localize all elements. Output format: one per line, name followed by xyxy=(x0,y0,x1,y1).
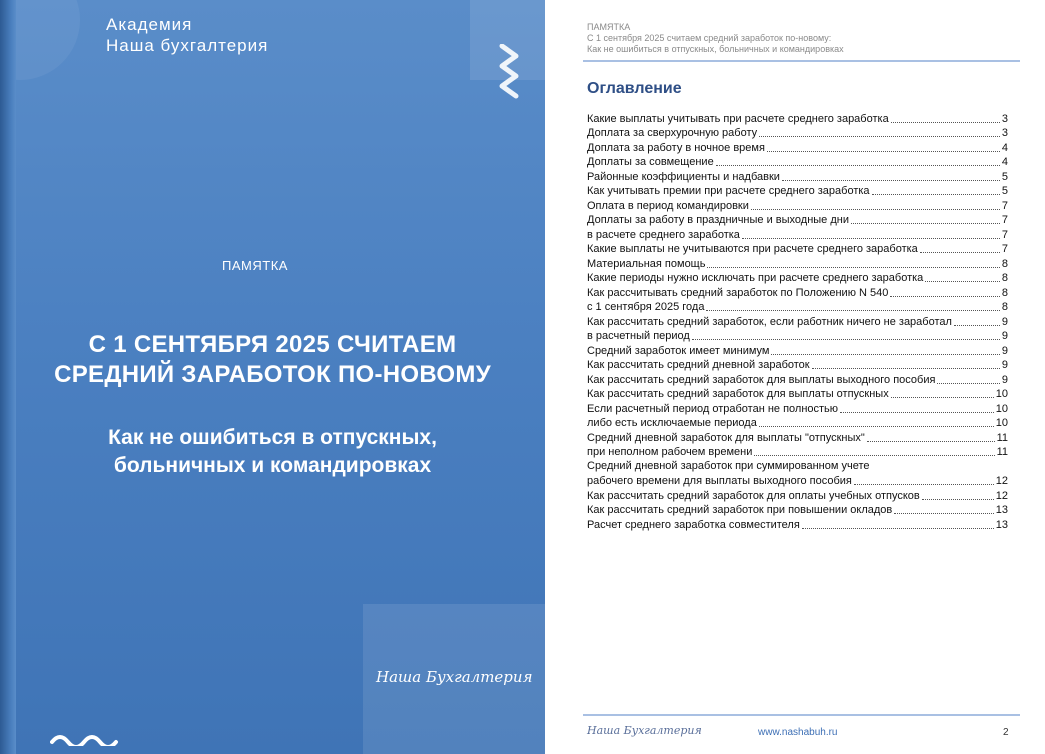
toc-entry-text: рабочего времени для выплаты выходного пособия xyxy=(587,475,852,487)
toc-entry-text: Как рассчитать средний заработок для выплаты выходного пособия xyxy=(587,373,936,386)
toc-entry-page: 3 xyxy=(1001,112,1008,125)
toc-leader-dots xyxy=(851,223,1000,224)
toc-entry-text: Какие выплаты учитывать при расчете среднего заработка xyxy=(587,112,889,125)
toc-title: Оглавление xyxy=(587,80,682,97)
toc-entry-text: в расчетный период xyxy=(587,330,690,342)
toc-leader-dots xyxy=(716,165,1000,166)
toc-entry-text: Как рассчитать средний дневной заработок xyxy=(587,359,810,371)
toc-entry-page: 4 xyxy=(1001,156,1008,168)
cover-label: ПАМЯТКА xyxy=(222,258,288,273)
toc-leader-dots xyxy=(891,122,1000,123)
table-of-contents xyxy=(587,111,1008,532)
toc-entry-text: Доплата за сверхурочную работу xyxy=(587,127,758,139)
header-line-2: Как не ошибиться в отпускных, больничных и командировках xyxy=(587,44,844,54)
toc-leader-dots xyxy=(707,267,999,268)
toc-entry[interactable] xyxy=(587,285,1008,300)
toc-entry[interactable] xyxy=(587,416,1008,431)
toc-leader-dots xyxy=(782,180,1000,181)
toc-entry-text: Как рассчитать средний заработок при повышении окладов xyxy=(587,504,893,516)
toc-entry-text: Доплата за работу в ночное время xyxy=(587,141,765,154)
toc-entry[interactable] xyxy=(587,300,1008,315)
toc-entry[interactable]: Средний дневной заработок при суммированном учете xyxy=(587,460,870,472)
toc-entry-page: 7 xyxy=(1001,243,1008,255)
toc-entry-page: 9 xyxy=(1001,315,1008,328)
toc-entry[interactable] xyxy=(587,242,1008,257)
toc-entry-page: 7 xyxy=(1001,228,1008,241)
toc-entry-text: Как рассчитать средний заработок для оплаты учебных отпусков xyxy=(587,489,920,502)
toc-leader-dots xyxy=(692,339,1000,340)
toc-entry-page: 11 xyxy=(996,431,1008,444)
toc-leader-dots xyxy=(812,368,1000,369)
toc-entry-page: 12 xyxy=(995,475,1008,487)
zigzag-icon xyxy=(498,44,522,104)
header-divider xyxy=(583,60,1020,62)
toc-entry[interactable] xyxy=(587,343,1008,358)
toc-entry[interactable] xyxy=(587,358,1008,373)
toc-entry[interactable] xyxy=(587,430,1008,445)
toc-entry-text: Доплаты за совмещение xyxy=(587,156,714,168)
toc-entry[interactable] xyxy=(587,184,1008,199)
toc-entry-text: Расчет среднего заработка совместителя xyxy=(587,518,800,531)
toc-leader-dots xyxy=(922,499,994,500)
toc-entry-page: 9 xyxy=(1001,359,1008,371)
academy-line-2: Наша бухгалтерия xyxy=(106,36,269,55)
page-header xyxy=(587,22,844,55)
footer-logo: Наша Бухгалтерия xyxy=(587,724,702,737)
toc-leader-dots xyxy=(802,528,994,529)
toc-entry-page: 13 xyxy=(995,504,1008,516)
toc-entry-page: 7 xyxy=(1001,214,1008,226)
toc-entry[interactable] xyxy=(587,488,1008,503)
toc-entry-text: Какие выплаты не учитываются при расчете среднего заработка xyxy=(587,243,918,255)
toc-leader-dots xyxy=(840,412,994,413)
toc-leader-dots xyxy=(920,252,1000,253)
toc-entry-page: 9 xyxy=(1001,330,1008,342)
toc-entry-text: в расчете среднего заработка xyxy=(587,228,740,241)
toc-entry-text: Как рассчитывать средний заработок по Положению N 540 xyxy=(587,286,889,299)
toc-leader-dots xyxy=(742,238,1000,239)
toc-entry[interactable] xyxy=(587,387,1008,402)
toc-entry-page: 3 xyxy=(1001,127,1008,139)
toc-entry[interactable] xyxy=(587,169,1008,184)
toc-entry-page: 13 xyxy=(995,518,1008,531)
toc-entry-page: 9 xyxy=(1001,344,1008,357)
toc-entry-text: Материальная помощь xyxy=(587,257,706,270)
toc-entry-page: 4 xyxy=(1001,141,1008,154)
waves-icon xyxy=(50,730,120,746)
toc-leader-dots xyxy=(706,310,999,311)
toc-entry[interactable] xyxy=(587,517,1008,532)
toc-entry-text: Как рассчитать средний заработок для выплаты отпускных xyxy=(587,388,889,400)
toc-entry-text: Средний заработок имеет минимум xyxy=(587,344,770,357)
toc-entry-text: Средний дневной заработок для выплаты "отпускных" xyxy=(587,431,865,444)
toc-leader-dots xyxy=(854,484,994,485)
toc-leader-dots xyxy=(890,296,1000,297)
toc-entry[interactable] xyxy=(587,314,1008,329)
toc-entry[interactable] xyxy=(587,198,1008,213)
toc-entry-page: 7 xyxy=(1001,199,1008,212)
academy-name xyxy=(106,14,268,56)
toc-leader-dots xyxy=(937,383,999,384)
toc-leader-dots xyxy=(894,513,994,514)
toc-leader-dots xyxy=(771,354,999,355)
toc-entry[interactable] xyxy=(587,445,1008,460)
toc-entry[interactable] xyxy=(587,401,1008,416)
footer-divider xyxy=(583,714,1020,716)
toc-entry[interactable] xyxy=(587,155,1008,170)
page-number: 2 xyxy=(1003,727,1009,738)
toc-entry[interactable] xyxy=(587,474,1008,489)
toc-leader-dots xyxy=(751,209,1000,210)
cover-subtitle xyxy=(0,424,545,480)
toc-leader-dots xyxy=(767,151,1000,152)
toc-entry-page: 9 xyxy=(1001,373,1008,386)
toc-entry-page: 5 xyxy=(1001,185,1008,197)
toc-leader-dots xyxy=(867,441,995,442)
toc-entry[interactable] xyxy=(587,140,1008,155)
toc-entry[interactable] xyxy=(587,329,1008,344)
toc-entry[interactable] xyxy=(587,227,1008,242)
toc-entry-page: 8 xyxy=(1001,286,1008,299)
toc-leader-dots xyxy=(954,325,1000,326)
toc-entry-text: при неполном рабочем времени xyxy=(587,446,753,458)
cover-title-line-2: СРЕДНИЙ ЗАРАБОТОК ПО-НОВОМУ xyxy=(54,361,491,388)
header-line-1: С 1 сентября 2025 считаем средний заработок по-новому: xyxy=(587,33,832,43)
toc-entry-text: Оплата в период командировки xyxy=(587,199,749,212)
toc-entry-page: 8 xyxy=(1001,272,1008,284)
toc-entry[interactable] xyxy=(587,111,1008,126)
toc-entry-text: Доплаты за работу в праздничные и выходные дни xyxy=(587,214,849,226)
toc-entry-page: 11 xyxy=(996,446,1008,458)
cover-subtitle-line-2: больничных и командировках xyxy=(113,454,432,477)
toc-entry[interactable] xyxy=(587,256,1008,271)
toc-entry[interactable] xyxy=(587,271,1008,286)
cover-title xyxy=(0,330,545,390)
toc-entry-text: Какие периоды нужно исключать при расчете среднего заработка xyxy=(587,272,924,284)
toc-leader-dots xyxy=(925,281,1000,282)
toc-entry-text: либо есть исключаемые периода xyxy=(587,417,757,429)
toc-leader-dots xyxy=(891,397,994,398)
toc-leader-dots xyxy=(759,136,1000,137)
toc-leader-dots xyxy=(754,455,994,456)
toc-entry-page: 12 xyxy=(995,489,1008,502)
toc-leader-dots xyxy=(872,194,1000,195)
cover-logo: Наша Бухгалтерия xyxy=(376,668,533,686)
toc-leader-dots xyxy=(759,426,994,427)
toc-entry-page: 8 xyxy=(1001,257,1008,270)
toc-entry[interactable] xyxy=(587,126,1008,141)
document-page xyxy=(545,0,1045,754)
toc-entry-text: Если расчетный период отработан не полностью xyxy=(587,402,839,415)
toc-entry-page: 8 xyxy=(1001,301,1008,313)
cover-title-line-1: С 1 СЕНТЯБРЯ 2025 СЧИТАЕМ xyxy=(88,331,457,358)
header-label: ПАМЯТКА xyxy=(587,22,631,32)
toc-entry[interactable] xyxy=(587,372,1008,387)
toc-entry-page: 10 xyxy=(995,417,1008,429)
toc-entry-page: 10 xyxy=(995,402,1008,415)
toc-entry[interactable] xyxy=(587,503,1008,518)
toc-entry-text: с 1 сентября 2025 года xyxy=(587,301,705,313)
toc-entry-text: Районные коэффициенты и надбавки xyxy=(587,170,780,183)
toc-entry-text: Как рассчитать средний заработок, если работник ничего не заработал xyxy=(587,315,952,328)
footer-site-link[interactable]: www.nashabuh.ru xyxy=(758,727,838,738)
toc-entry-page: 5 xyxy=(1001,170,1008,183)
academy-line-1: Академия xyxy=(106,15,193,34)
toc-entry-text: Как учитывать премии при расчете среднего заработка xyxy=(587,185,870,197)
cover-subtitle-line-1: Как не ошибиться в отпускных, xyxy=(108,426,437,449)
toc-entry[interactable] xyxy=(587,213,1008,228)
toc-entry-page: 10 xyxy=(995,388,1008,400)
